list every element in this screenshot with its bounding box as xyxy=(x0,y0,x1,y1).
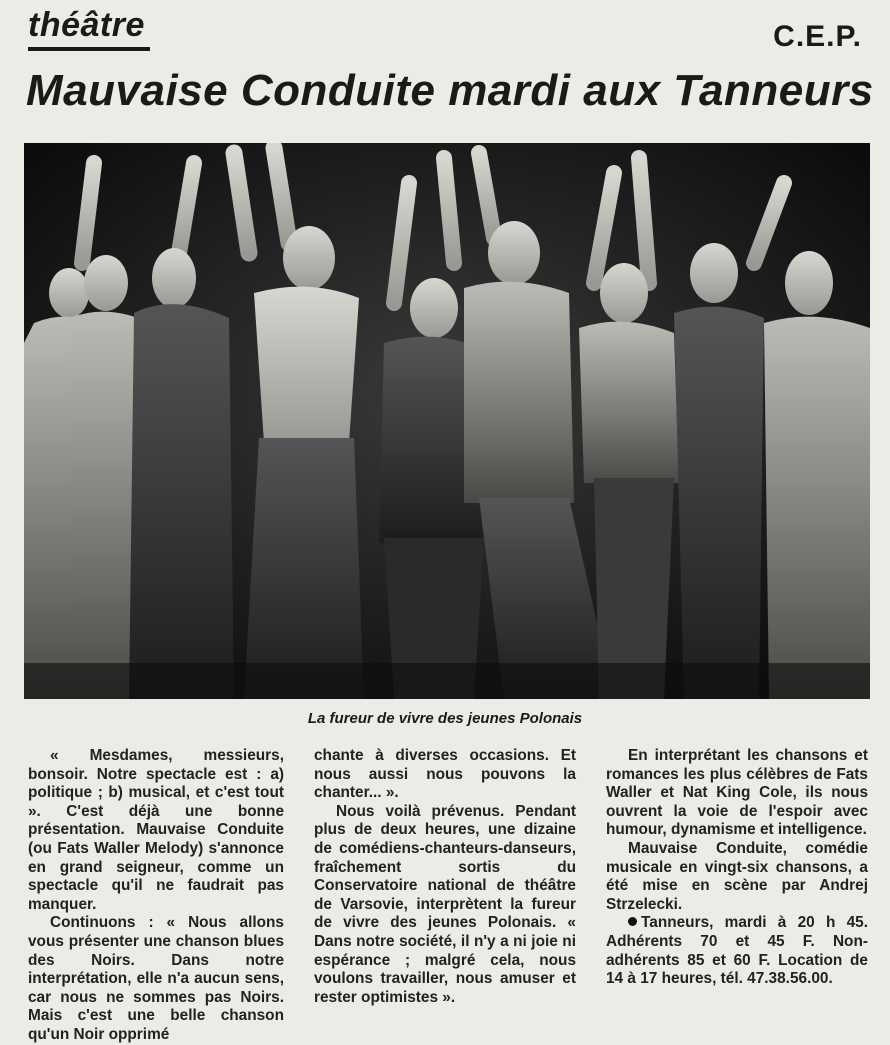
section-rubric: théâtre xyxy=(28,6,145,44)
article-paragraph: Nous voilà prévenus. Pendant plus de deux heures, une dizaine de comédiens-chanteurs-danseurs, fraîchement sortis du Conservatoire national de théâtre de Varsovie, interprètent la fureur de vivre des jeunes Polonais. « Dans notre société, il n'y a ni joie ni espérance ; malgré cela, nous voulons travailler, nous amuser et rester optimistes ». xyxy=(314,802,576,1006)
article-paragraph: « Mesdames, messieurs, bonsoir. Notre spectacle est : a) politique ; b) musical, et c'est tout ». C'est déjà une bonne présentation. Mauvaise Conduite (ou Fats Waller Melody) s'annonce en grand seigneur, comme un spectacle qu'il ne faudrait pas manquer. xyxy=(28,747,284,913)
practical-info-text: Tanneurs, mardi à 20 h 45. Adhérents 70 et 45 F. Non-adhérents 85 et 60 F. Location de 14 à 17 heures, tél. 47.38.56.00. xyxy=(606,914,868,988)
bullet-icon xyxy=(628,917,637,926)
article-photo xyxy=(24,143,870,699)
article-headline: Mauvaise Conduite mardi aux Tanneurs xyxy=(26,66,874,115)
article-paragraph: Mauvaise Conduite, comédie musicale en vingt-six chansons, a été mise en scène par Andrej Strzelecki. xyxy=(606,839,868,913)
article-column-3 xyxy=(606,747,868,989)
practical-info xyxy=(606,914,868,988)
photo-caption: La fureur de vivre des jeunes Polonais xyxy=(307,710,583,727)
article-column-1 xyxy=(28,747,284,1045)
article-paragraph: chante à diverses occasions. Et nous aussi nous pouvons la chanter... ». xyxy=(314,747,576,802)
source-label: C.E.P. xyxy=(773,20,862,53)
article-paragraph: En interprétant les chansons et romances les plus célèbres de Fats Waller et Nat King Cole, ils nous ouvrent la voie de l'espoir avec humour, dynamisme et intelligence. xyxy=(606,747,868,839)
article-paragraph: Continuons : « Nous allons vous présenter une chanson blues des Noirs. Dans notre interprétation, elle n'a aucun sens, car nous ne sommes pas Noirs. Mais c'est une belle chanson qu'un Noir opprimé xyxy=(28,914,284,1043)
rubric-underline xyxy=(28,47,150,51)
article-column-2 xyxy=(314,747,576,1007)
stage-photo-illustration xyxy=(24,143,870,699)
